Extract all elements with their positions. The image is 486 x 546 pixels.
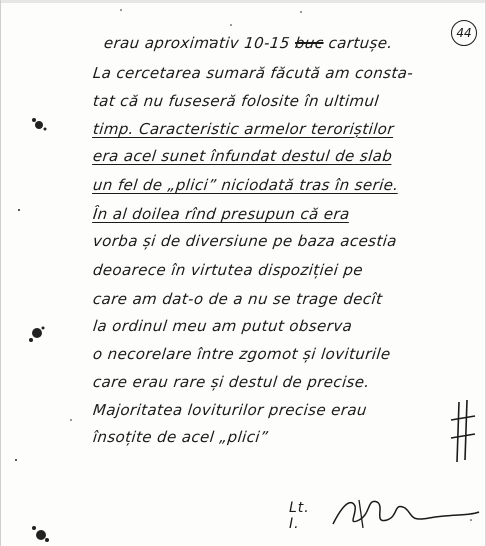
margin-mark: [449, 398, 479, 468]
line-2-text: La cercetarea sumară făcută am consta-: [92, 64, 415, 82]
signature-text: Lt. I.: [289, 500, 310, 532]
text-line-6: [92, 176, 399, 194]
line-8-text: vorba și de diversiune pe baza acestia: [92, 232, 398, 250]
text-line-5: [92, 147, 393, 165]
page-number: 44: [451, 20, 477, 46]
text-line-1: [103, 34, 394, 52]
line-15-text: însoțite de acel „plici”: [92, 428, 270, 446]
line-12-text: o necorelare între zgomot și loviturile: [92, 345, 392, 363]
line-11-text: la ordinul meu am putut observa: [92, 317, 354, 335]
line-9-text: deoarece în virtutea dispoziției pe: [92, 261, 365, 279]
line-1-pre: erau aproximativ 10-15: [103, 34, 296, 52]
text-line-9: [92, 261, 364, 279]
text-line-13: [92, 373, 371, 391]
line-7-text: În al doilea rînd presupun că era: [92, 205, 351, 223]
text-line-12: [92, 345, 392, 363]
text-line-3: [92, 92, 380, 110]
signature-scribble: [329, 494, 486, 534]
line-14-text: Majoritatea loviturilor precise erau: [92, 401, 368, 419]
struck-word: buc: [294, 34, 325, 52]
line-10-text: care am dat-o de a nu se trage decît: [92, 290, 384, 308]
text-line-15: [92, 428, 269, 446]
text-line-10: [92, 290, 383, 308]
text-line-2: [92, 64, 414, 82]
line-4-text: timp. Caracteristic armelor teroriștilor: [92, 120, 395, 138]
line-6-text: un fel de „plici” niciodată tras în serie.: [92, 176, 400, 194]
text-line-7: [92, 205, 351, 223]
line-13-text: care erau rare și destul de precise.: [92, 373, 371, 391]
text-line-8: [92, 232, 398, 250]
text-line-11: [92, 317, 353, 335]
text-line-4: [92, 120, 395, 138]
text-line-14: [92, 401, 368, 419]
line-3-text: tat că nu fuseseră folosite în ultimul: [92, 92, 380, 110]
line-1-post: cartușe.: [322, 34, 394, 52]
line-5-text: era acel sunet înfundat destul de slab: [92, 147, 394, 165]
